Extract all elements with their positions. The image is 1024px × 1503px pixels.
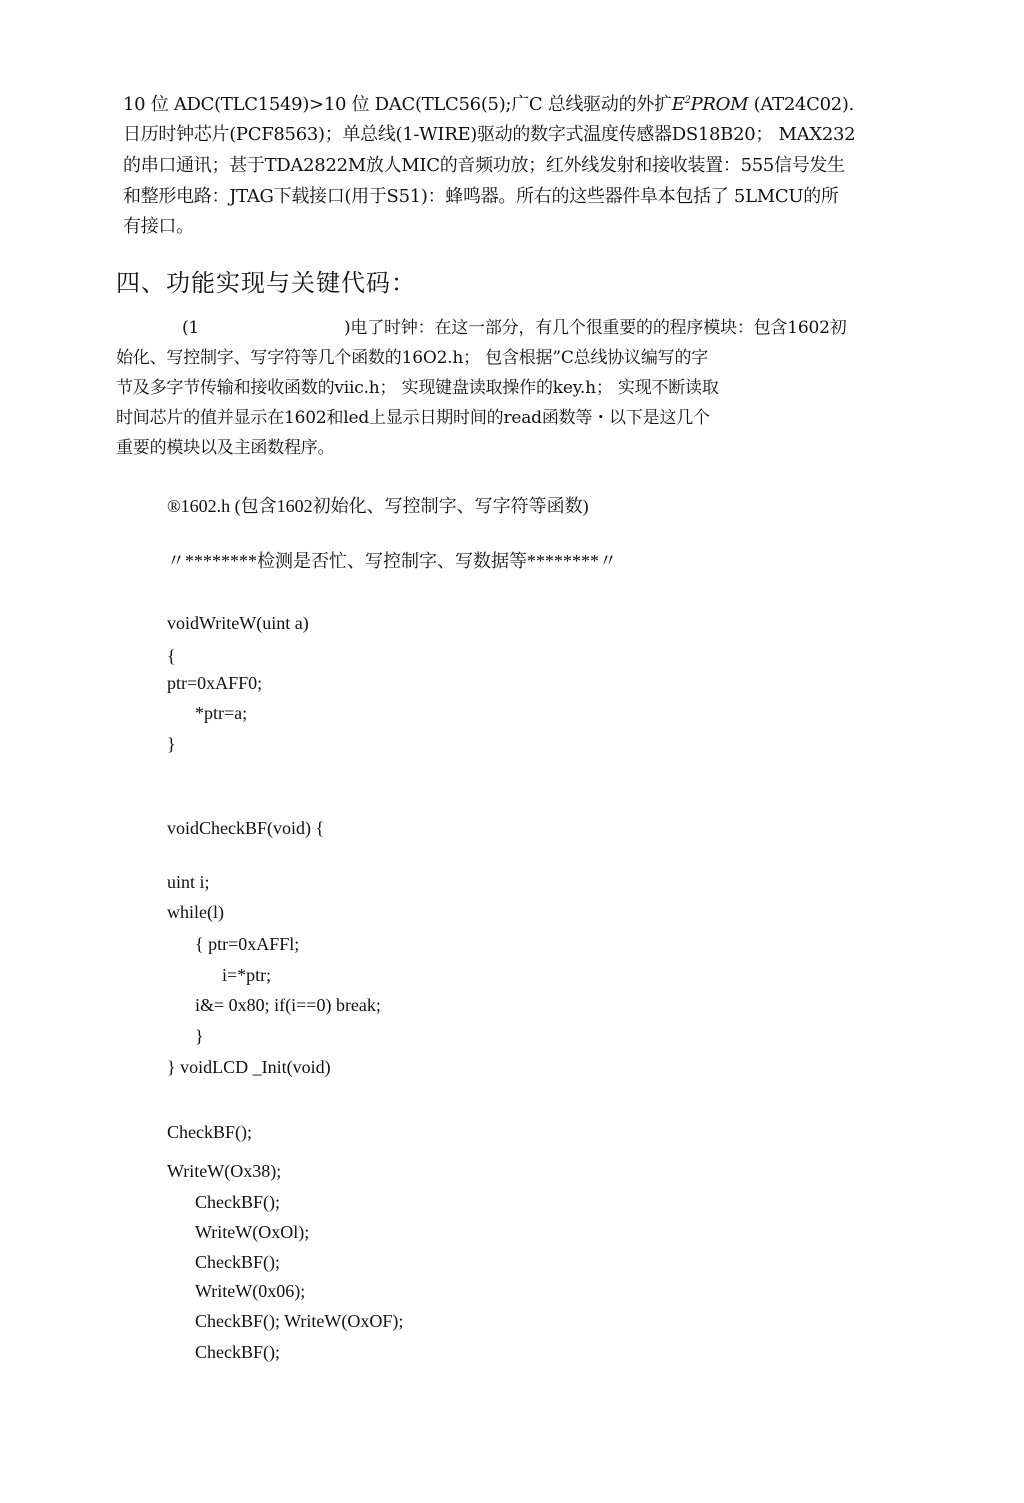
para-line-2: 始化、写控制字、写字符等几个函数的16O2.h； 包含根据”C总线协议编写的字	[116, 348, 709, 368]
para-line-4: 时间芯片的值并显示在1602和led上显示日期时间的read函数等・以下是这几个	[116, 408, 710, 428]
intro-line-2: 日历时钟芯片(PCF8563)；单总线(1-WIRE)驱动的数字式温度传感器DS18B20； MAX232	[123, 124, 856, 145]
code-line: { ptr=0xAFFl;	[195, 934, 300, 954]
para-line-1-number: (1	[182, 318, 200, 338]
code-line: }	[195, 1026, 204, 1046]
code-line: CheckBF();	[195, 1192, 280, 1212]
code-line: voidCheckBF(void) {	[167, 818, 325, 838]
code-line: uint i;	[167, 872, 210, 892]
code-line: CheckBF();	[195, 1342, 280, 1362]
code-line: WriteW(0x06);	[195, 1281, 306, 1301]
para-line-5: 重要的模块以及主函数程序。	[116, 438, 335, 458]
para-line-1: )电了时钟：在这一部分，有几个很重要的的程序模块：包含1602初	[344, 318, 847, 338]
code-line: *ptr=a;	[195, 703, 248, 723]
code-line: CheckBF(); WriteW(OxOF);	[195, 1311, 404, 1331]
section-heading: 四、功能实现与关键代码：	[116, 269, 416, 297]
code-line: WriteW(Ox38);	[167, 1161, 282, 1181]
code-line: }	[167, 734, 176, 754]
code-line: } voidLCD _Init(void)	[167, 1057, 331, 1077]
intro-line-5: 有接口。	[123, 216, 194, 237]
code-line: ptr=0xAFF0;	[167, 673, 263, 693]
code-comment: 〃********检测是否忙、写控制字、写数据等********〃	[167, 551, 617, 571]
eeprom-e: E	[671, 94, 685, 115]
code-line: CheckBF();	[167, 1122, 252, 1142]
eeprom-superscript: 2	[684, 95, 691, 106]
code-line: i=*ptr;	[222, 965, 272, 985]
para-line-3: 节及多字节传输和接收函数的viic.h； 实现键盘读取操作的key.h； 实现不断读取	[116, 378, 719, 398]
intro-line-4: 和整形电路：JTAG下载接口(用于S51)：蜂鸣器。所右的这些器件阜本包括了 5LMCU的所	[123, 186, 839, 207]
code-line: voidWriteW(uint a)	[167, 613, 309, 633]
intro-line-1: 10 位 ADC(TLC1549)>10 位 DAC(TLC56(5);广C 总线驱动的外扩$E^2PROM$ (AT24C02).	[123, 94, 855, 115]
code-line: while(l)	[167, 902, 224, 922]
code-line: CheckBF();	[195, 1252, 280, 1272]
code-line: WriteW(OxOl);	[195, 1222, 310, 1242]
code-line: i&= 0x80; if(i==0) break;	[195, 995, 381, 1015]
code-line: {	[167, 646, 176, 666]
intro-line-3: 的串口通讯；甚于TDA2822M放人MIC的音频功放；红外线发射和接收装置：555信号发生	[123, 155, 845, 176]
eeprom-prom: PROM	[690, 94, 749, 115]
code-file-caption: ®1602.h (包含1602初始化、写控制字、写字符等函数)	[167, 496, 589, 516]
